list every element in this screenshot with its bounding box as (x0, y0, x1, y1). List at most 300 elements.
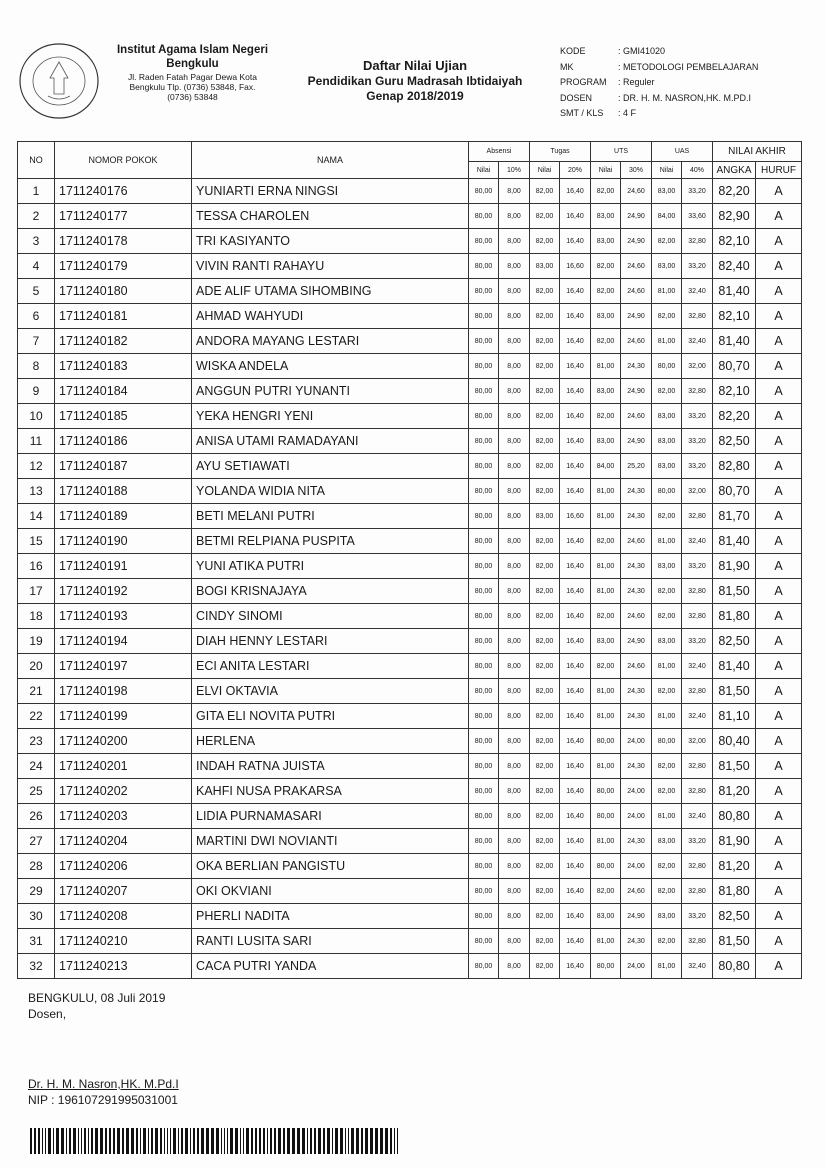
cell-uts-pct: 24,60 (621, 529, 652, 554)
cell-nomor-pokok: 1711240206 (55, 854, 192, 879)
cell-angka: 82,90 (713, 204, 756, 229)
barcode-bar (81, 1128, 82, 1154)
col-uts-header: UTS (591, 142, 652, 162)
cell-angka: 80,80 (713, 954, 756, 979)
cell-uts-pct: 24,90 (621, 304, 652, 329)
table-row (18, 554, 802, 579)
cell-uts-pct: 24,60 (621, 404, 652, 429)
cell-absensi-nilai: 80,00 (469, 879, 499, 904)
cell-uts-nilai: 81,00 (591, 929, 621, 954)
cell-absensi-pct: 8,00 (499, 804, 530, 829)
cell-uas-nilai: 82,00 (652, 304, 682, 329)
cell-tugas-nilai: 82,00 (530, 429, 560, 454)
cell-tugas-nilai: 82,00 (530, 179, 560, 204)
cell-huruf: A (756, 279, 802, 304)
cell-angka: 81,20 (713, 779, 756, 804)
table-row (18, 279, 802, 304)
cell-absensi-nilai: 80,00 (469, 954, 499, 979)
cell-nama: KAHFI NUSA PRAKARSA (192, 779, 469, 804)
cell-uas-pct: 33,20 (682, 629, 713, 654)
table-row (18, 354, 802, 379)
cell-no: 4 (18, 254, 55, 279)
cell-huruf: A (756, 254, 802, 279)
cell-absensi-nilai: 80,00 (469, 479, 499, 504)
cell-absensi-nilai: 80,00 (469, 554, 499, 579)
barcode-bar (131, 1128, 134, 1154)
cell-uts-nilai: 81,00 (591, 504, 621, 529)
barcode-bar (30, 1128, 32, 1154)
cell-absensi-pct: 8,00 (499, 254, 530, 279)
cell-uts-nilai: 83,00 (591, 304, 621, 329)
document-title (285, 58, 545, 104)
cell-absensi-pct: 8,00 (499, 929, 530, 954)
barcode-bar (227, 1128, 228, 1154)
cell-absensi-nilai: 80,00 (469, 354, 499, 379)
cell-absensi-nilai: 80,00 (469, 404, 499, 429)
cell-huruf: A (756, 354, 802, 379)
cell-absensi-nilai: 80,00 (469, 779, 499, 804)
cell-huruf: A (756, 729, 802, 754)
institution-address: Bengkulu Tlp. (0736) 53848, Fax. (129, 81, 256, 92)
barcode-bar (224, 1128, 225, 1154)
cell-angka: 82,10 (713, 379, 756, 404)
barcode-bar (173, 1128, 176, 1154)
table-row (18, 804, 802, 829)
col-absensi-header: Absensi (469, 142, 530, 162)
barcode-bar (221, 1128, 222, 1154)
cell-angka: 82,50 (713, 629, 756, 654)
cell-uas-nilai: 81,00 (652, 329, 682, 354)
cell-uts-nilai: 82,00 (591, 604, 621, 629)
cell-absensi-pct: 8,00 (499, 329, 530, 354)
col-no-header: NO (18, 142, 55, 179)
meta-label: PROGRAM (560, 77, 607, 87)
cell-huruf: A (756, 679, 802, 704)
cell-uas-nilai: 82,00 (652, 229, 682, 254)
cell-uts-nilai: 80,00 (591, 729, 621, 754)
cell-absensi-nilai: 80,00 (469, 804, 499, 829)
table-row (18, 529, 802, 554)
cell-nomor-pokok: 1711240183 (55, 354, 192, 379)
cell-no: 28 (18, 854, 55, 879)
cell-huruf: A (756, 779, 802, 804)
cell-uas-pct: 32,40 (682, 804, 713, 829)
cell-no: 18 (18, 604, 55, 629)
barcode-bar (385, 1128, 388, 1154)
cell-absensi-nilai: 80,00 (469, 604, 499, 629)
cell-tugas-pct: 16,40 (560, 879, 591, 904)
cell-absensi-pct: 8,00 (499, 529, 530, 554)
cell-uts-pct: 24,60 (621, 604, 652, 629)
cell-absensi-pct: 8,00 (499, 829, 530, 854)
barcode-bar (340, 1128, 343, 1154)
cell-tugas-pct: 16,40 (560, 729, 591, 754)
barcode-bar (310, 1128, 312, 1154)
cell-no: 6 (18, 304, 55, 329)
cell-tugas-pct: 16,60 (560, 504, 591, 529)
barcode-bar (335, 1128, 338, 1154)
cell-tugas-nilai: 82,00 (530, 779, 560, 804)
barcode-bar (263, 1128, 265, 1154)
cell-tugas-nilai: 82,00 (530, 954, 560, 979)
course-meta (560, 46, 758, 124)
cell-nama: BOGI KRISNAJAYA (192, 579, 469, 604)
cell-uas-pct: 33,20 (682, 454, 713, 479)
cell-nama: ANDORA MAYANG LESTARI (192, 329, 469, 354)
cell-angka: 81,40 (713, 529, 756, 554)
cell-tugas-pct: 16,40 (560, 379, 591, 404)
cell-absensi-pct: 8,00 (499, 754, 530, 779)
table-row (18, 379, 802, 404)
cell-tugas-nilai: 82,00 (530, 404, 560, 429)
cell-no: 5 (18, 279, 55, 304)
cell-huruf: A (756, 404, 802, 429)
title-program: Pendidikan Guru Madrasah Ibtidaiyah (307, 74, 523, 89)
cell-huruf: A (756, 879, 802, 904)
barcode-bar (88, 1128, 89, 1154)
barcode-bar (136, 1128, 138, 1154)
cell-absensi-nilai: 80,00 (469, 204, 499, 229)
barcode-bar (270, 1128, 272, 1154)
cell-absensi-pct: 8,00 (499, 304, 530, 329)
cell-angka: 82,20 (713, 404, 756, 429)
cell-tugas-nilai: 82,00 (530, 354, 560, 379)
barcode-bar (66, 1128, 67, 1154)
cell-uas-nilai: 83,00 (652, 404, 682, 429)
cell-huruf: A (756, 329, 802, 354)
cell-tugas-pct: 16,40 (560, 304, 591, 329)
sub-pct-header: 40% (682, 162, 713, 179)
cell-no: 13 (18, 479, 55, 504)
cell-no: 14 (18, 504, 55, 529)
table-row (18, 654, 802, 679)
cell-no: 15 (18, 529, 55, 554)
cell-absensi-pct: 8,00 (499, 704, 530, 729)
cell-angka: 81,50 (713, 679, 756, 704)
cell-uas-pct: 32,80 (682, 579, 713, 604)
cell-angka: 81,50 (713, 754, 756, 779)
cell-uts-pct: 24,30 (621, 929, 652, 954)
cell-tugas-nilai: 82,00 (530, 304, 560, 329)
cell-uas-pct: 32,80 (682, 854, 713, 879)
cell-nama: HERLENA (192, 729, 469, 754)
cell-absensi-pct: 8,00 (499, 879, 530, 904)
table-row (18, 754, 802, 779)
cell-absensi-nilai: 80,00 (469, 929, 499, 954)
cell-nama: CACA PUTRI YANDA (192, 954, 469, 979)
cell-uts-nilai: 81,00 (591, 579, 621, 604)
sub-pct-header: 10% (499, 162, 530, 179)
cell-tugas-nilai: 82,00 (530, 754, 560, 779)
cell-tugas-nilai: 82,00 (530, 604, 560, 629)
cell-huruf: A (756, 429, 802, 454)
cell-absensi-pct: 8,00 (499, 429, 530, 454)
cell-uts-pct: 24,30 (621, 354, 652, 379)
cell-absensi-pct: 8,00 (499, 554, 530, 579)
cell-uas-nilai: 81,00 (652, 529, 682, 554)
cell-nama: ECI ANITA LESTARI (192, 654, 469, 679)
cell-uas-pct: 33,20 (682, 404, 713, 429)
cell-uas-nilai: 80,00 (652, 479, 682, 504)
cell-uts-nilai: 82,00 (591, 529, 621, 554)
grades-body (18, 179, 802, 979)
cell-no: 25 (18, 779, 55, 804)
cell-uas-nilai: 81,00 (652, 704, 682, 729)
barcode-bar (201, 1128, 204, 1154)
cell-angka: 81,80 (713, 879, 756, 904)
barcode-bar (297, 1128, 300, 1154)
cell-huruf: A (756, 529, 802, 554)
cell-tugas-pct: 16,40 (560, 704, 591, 729)
cell-angka: 82,10 (713, 229, 756, 254)
cell-nomor-pokok: 1711240207 (55, 879, 192, 904)
cell-angka: 81,20 (713, 854, 756, 879)
cell-angka: 81,50 (713, 579, 756, 604)
cell-uas-nilai: 80,00 (652, 354, 682, 379)
barcode-bar (390, 1128, 392, 1154)
cell-absensi-nilai: 80,00 (469, 754, 499, 779)
cell-absensi-nilai: 80,00 (469, 504, 499, 529)
barcode-bar (95, 1128, 98, 1154)
cell-nama: TRI KASIYANTO (192, 229, 469, 254)
cell-tugas-pct: 16,40 (560, 604, 591, 629)
meta-label: MK (560, 61, 574, 72)
cell-uts-pct: 24,60 (621, 179, 652, 204)
cell-nomor-pokok: 1711240186 (55, 429, 192, 454)
cell-uts-nilai: 81,00 (591, 554, 621, 579)
cell-uas-nilai: 84,00 (652, 204, 682, 229)
cell-tugas-nilai: 82,00 (530, 229, 560, 254)
cell-no: 29 (18, 879, 55, 904)
cell-uas-nilai: 80,00 (652, 729, 682, 754)
cell-uts-pct: 24,90 (621, 379, 652, 404)
table-row (18, 679, 802, 704)
cell-huruf: A (756, 229, 802, 254)
barcode-bar (78, 1128, 79, 1154)
cell-no: 7 (18, 329, 55, 354)
cell-uts-nilai: 81,00 (591, 829, 621, 854)
cell-uas-nilai: 81,00 (652, 954, 682, 979)
meta-row (560, 77, 758, 93)
cell-nama: OKI OKVIANI (192, 879, 469, 904)
cell-tugas-nilai: 82,00 (530, 329, 560, 354)
cell-tugas-pct: 16,40 (560, 279, 591, 304)
barcode-bar (267, 1128, 268, 1154)
cell-nomor-pokok: 1711240208 (55, 904, 192, 929)
institution-header (105, 44, 280, 102)
table-row (18, 704, 802, 729)
cell-uts-pct: 24,00 (621, 779, 652, 804)
cell-uas-nilai: 83,00 (652, 254, 682, 279)
cell-tugas-nilai: 82,00 (530, 929, 560, 954)
cell-uas-pct: 33,20 (682, 829, 713, 854)
cell-nama: GITA ELI NOVITA PUTRI (192, 704, 469, 729)
cell-absensi-nilai: 80,00 (469, 429, 499, 454)
table-row (18, 854, 802, 879)
cell-absensi-nilai: 80,00 (469, 829, 499, 854)
cell-angka: 82,50 (713, 904, 756, 929)
col-uas-header: UAS (652, 142, 713, 162)
barcode-bar (34, 1128, 36, 1154)
cell-nama: TESSA CHAROLEN (192, 204, 469, 229)
cell-angka: 80,80 (713, 804, 756, 829)
cell-uts-nilai: 83,00 (591, 204, 621, 229)
meta-row (560, 108, 758, 124)
col-nilai-akhir-header: NILAI AKHIR (713, 142, 802, 162)
cell-no: 31 (18, 929, 55, 954)
table-row (18, 879, 802, 904)
meta-value: : METODOLOGI PEMBELAJARAN (618, 61, 759, 72)
cell-no: 26 (18, 804, 55, 829)
cell-huruf: A (756, 554, 802, 579)
title-main: Daftar Nilai Ujian (362, 58, 468, 73)
cell-uas-pct: 32,00 (682, 354, 713, 379)
barcode-bar (56, 1128, 59, 1154)
cell-no: 2 (18, 204, 55, 229)
cell-uas-nilai: 82,00 (652, 779, 682, 804)
barcode-bar (113, 1128, 115, 1154)
cell-uas-pct: 32,40 (682, 654, 713, 679)
cell-uas-pct: 32,80 (682, 229, 713, 254)
cell-uas-nilai: 82,00 (652, 754, 682, 779)
cell-tugas-pct: 16,40 (560, 904, 591, 929)
cell-absensi-pct: 8,00 (499, 654, 530, 679)
cell-huruf: A (756, 704, 802, 729)
barcode-bar (69, 1128, 71, 1154)
cell-absensi-pct: 8,00 (499, 729, 530, 754)
cell-uts-nilai: 81,00 (591, 679, 621, 704)
table-row (18, 404, 802, 429)
cell-tugas-pct: 16,40 (560, 429, 591, 454)
cell-uts-nilai: 82,00 (591, 254, 621, 279)
cell-absensi-nilai: 80,00 (469, 229, 499, 254)
sub-nilai-header: Nilai (591, 162, 621, 179)
table-row (18, 429, 802, 454)
cell-uas-pct: 32,80 (682, 929, 713, 954)
cell-tugas-nilai: 82,00 (530, 804, 560, 829)
barcode-bar (230, 1128, 233, 1154)
cell-tugas-nilai: 82,00 (530, 829, 560, 854)
cell-uas-pct: 32,80 (682, 504, 713, 529)
cell-uas-nilai: 82,00 (652, 379, 682, 404)
barcode-bar (100, 1128, 103, 1154)
barcode-bar (61, 1128, 64, 1154)
cell-tugas-nilai: 82,00 (530, 479, 560, 504)
barcode-bar (181, 1128, 183, 1154)
cell-huruf: A (756, 604, 802, 629)
cell-nomor-pokok: 1711240184 (55, 379, 192, 404)
cell-nomor-pokok: 1711240185 (55, 404, 192, 429)
cell-angka: 82,40 (713, 254, 756, 279)
cell-uts-nilai: 82,00 (591, 179, 621, 204)
cell-tugas-pct: 16,40 (560, 929, 591, 954)
cell-angka: 81,50 (713, 929, 756, 954)
cell-uts-nilai: 82,00 (591, 329, 621, 354)
cell-nomor-pokok: 1711240182 (55, 329, 192, 354)
cell-nomor-pokok: 1711240213 (55, 954, 192, 979)
barcode-bar (73, 1128, 76, 1154)
barcode-bar (274, 1128, 276, 1154)
meta-value: : Reguler (618, 77, 655, 87)
cell-nomor-pokok: 1711240199 (55, 704, 192, 729)
table-row (18, 579, 802, 604)
cell-nomor-pokok: 1711240203 (55, 804, 192, 829)
cell-no: 8 (18, 354, 55, 379)
cell-uas-nilai: 83,00 (652, 554, 682, 579)
meta-row (560, 93, 758, 109)
cell-uts-pct: 24,30 (621, 704, 652, 729)
cell-angka: 82,80 (713, 454, 756, 479)
cell-huruf: A (756, 954, 802, 979)
cell-tugas-pct: 16,40 (560, 829, 591, 854)
cell-absensi-nilai: 80,00 (469, 379, 499, 404)
cell-no: 30 (18, 904, 55, 929)
cell-uas-pct: 32,80 (682, 679, 713, 704)
table-row (18, 254, 802, 279)
cell-absensi-pct: 8,00 (499, 229, 530, 254)
cell-huruf: A (756, 454, 802, 479)
cell-nama: MARTINI DWI NOVIANTI (192, 829, 469, 854)
cell-no: 17 (18, 579, 55, 604)
cell-nomor-pokok: 1711240181 (55, 304, 192, 329)
cell-tugas-pct: 16,40 (560, 554, 591, 579)
cell-no: 16 (18, 554, 55, 579)
cell-uas-pct: 33,60 (682, 204, 713, 229)
cell-uts-nilai: 80,00 (591, 804, 621, 829)
cell-nomor-pokok: 1711240179 (55, 254, 192, 279)
cell-uts-pct: 24,00 (621, 729, 652, 754)
cell-nama: PHERLI NADITA (192, 904, 469, 929)
meta-row (560, 46, 758, 62)
table-row (18, 829, 802, 854)
cell-nomor-pokok: 1711240178 (55, 229, 192, 254)
table-row (18, 779, 802, 804)
cell-uas-nilai: 83,00 (652, 429, 682, 454)
cell-nomor-pokok: 1711240204 (55, 829, 192, 854)
cell-uas-nilai: 83,00 (652, 904, 682, 929)
cell-tugas-nilai: 82,00 (530, 654, 560, 679)
cell-tugas-pct: 16,40 (560, 779, 591, 804)
cell-uts-nilai: 81,00 (591, 479, 621, 504)
cell-uts-pct: 24,00 (621, 804, 652, 829)
cell-absensi-pct: 8,00 (499, 404, 530, 429)
cell-uas-pct: 33,20 (682, 904, 713, 929)
cell-absensi-pct: 8,00 (499, 679, 530, 704)
barcode-bar (361, 1128, 363, 1154)
cell-no: 3 (18, 229, 55, 254)
cell-uas-pct: 32,00 (682, 729, 713, 754)
sub-pct-header: 30% (621, 162, 652, 179)
cell-huruf: A (756, 804, 802, 829)
cell-uts-pct: 24,90 (621, 229, 652, 254)
table-row (18, 329, 802, 354)
cell-angka: 80,70 (713, 479, 756, 504)
cell-uts-nilai: 83,00 (591, 379, 621, 404)
cell-nama: RANTI LUSITA SARI (192, 929, 469, 954)
meta-row (560, 62, 758, 78)
barcode-bar (307, 1128, 308, 1154)
barcode-bar (164, 1128, 165, 1154)
barcode-bar (283, 1128, 285, 1154)
cell-uas-nilai: 82,00 (652, 854, 682, 879)
table-row (18, 729, 802, 754)
barcode-bar (327, 1128, 330, 1154)
cell-absensi-pct: 8,00 (499, 279, 530, 304)
meta-label: KODE (560, 46, 586, 56)
cell-uts-nilai: 82,00 (591, 279, 621, 304)
barcode-bar (151, 1128, 153, 1154)
cell-nama: YUNIARTI ERNA NINGSI (192, 179, 469, 204)
